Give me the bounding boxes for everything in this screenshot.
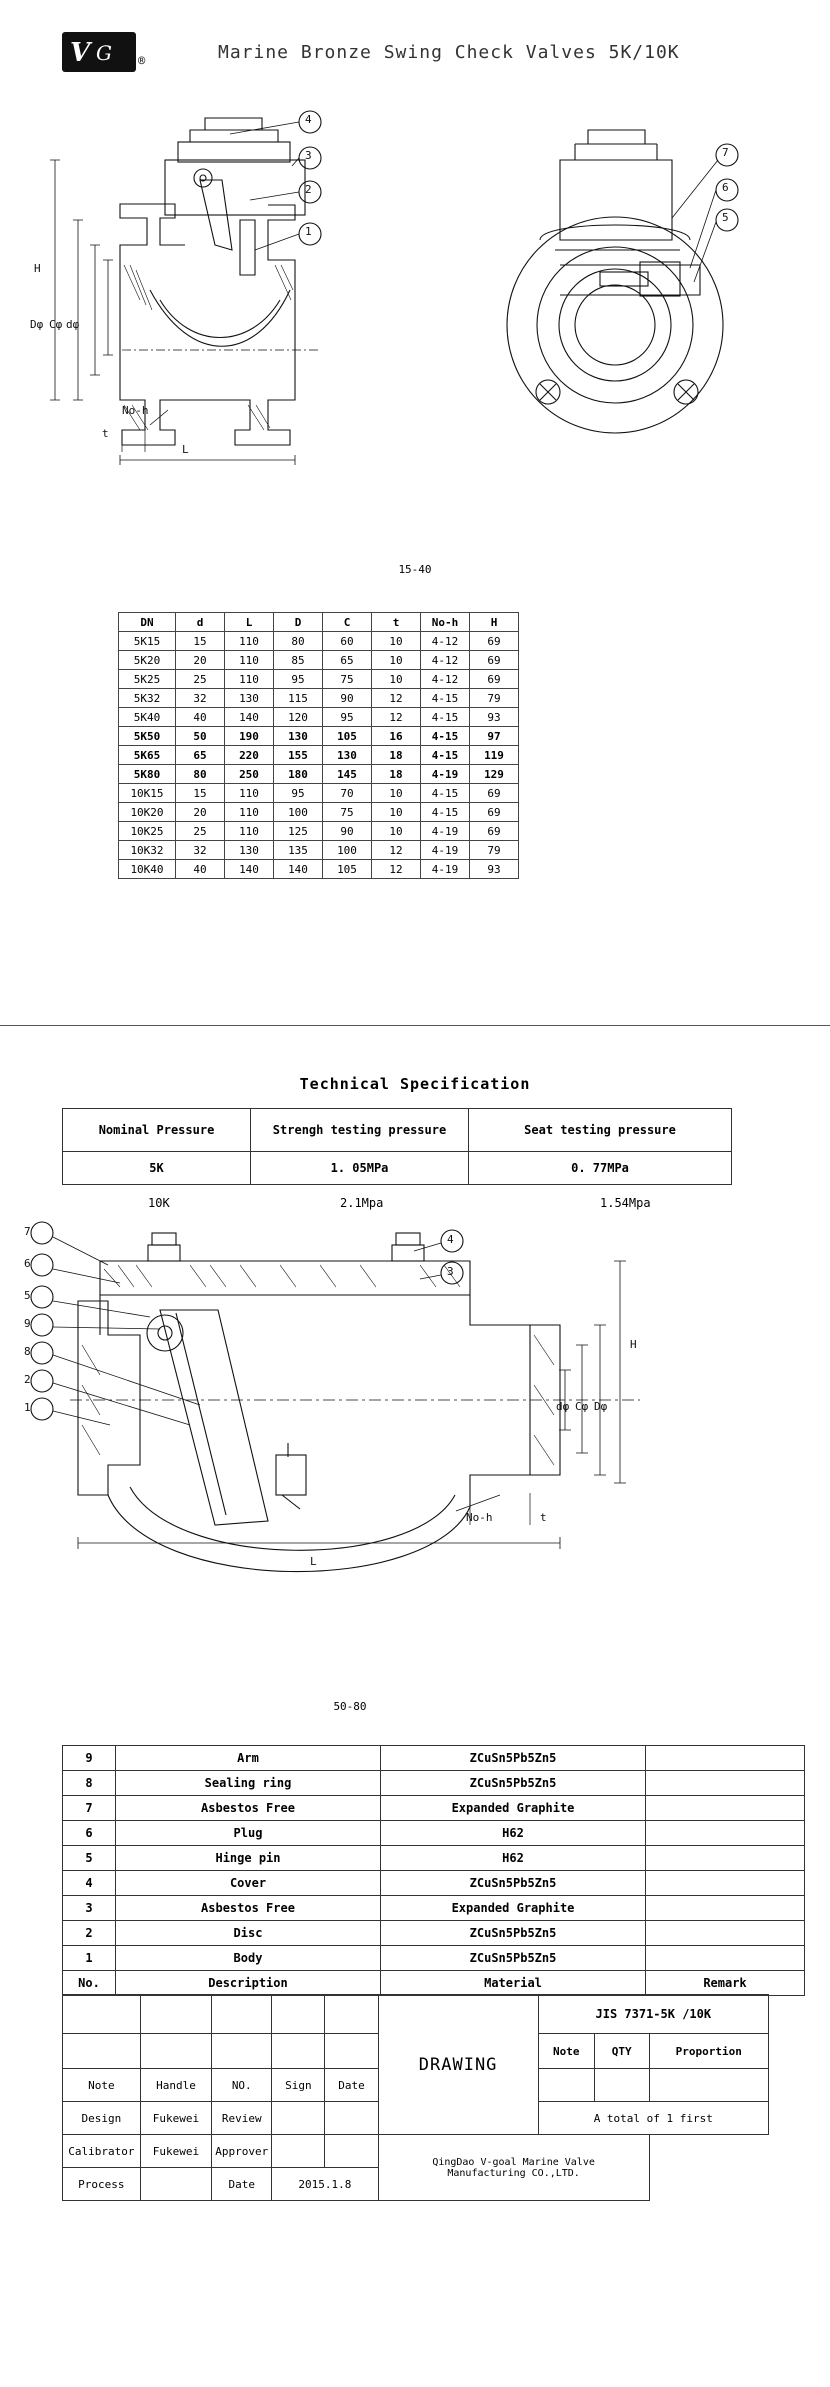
callout-3-bottom: 3 [447, 1265, 454, 1278]
cell: 10K25 [119, 822, 176, 841]
part-material: Expanded Graphite [381, 1896, 646, 1921]
cell: 12 [372, 689, 421, 708]
part-description: Plug [116, 1821, 381, 1846]
top-drawing [0, 100, 830, 580]
col-sign: Sign [272, 2069, 325, 2102]
table-row [63, 1946, 805, 1971]
parts-footer-no: No. [63, 1971, 116, 1996]
table-row [119, 822, 519, 841]
part-no: 7 [63, 1796, 116, 1821]
cell: 130 [274, 727, 323, 746]
cell: 10K20 [119, 803, 176, 822]
tb-blank-13 [649, 2069, 768, 2102]
table-row [63, 1796, 805, 1821]
drawing-label: DRAWING [378, 1995, 538, 2135]
cell: 85 [274, 651, 323, 670]
row-calibrator-date [325, 2135, 378, 2168]
cell: 80 [274, 632, 323, 651]
row-calibrator-role: Approver [212, 2135, 272, 2168]
bottom-drawing [0, 1225, 830, 1675]
tech-value-seat-5k: 0. 77MPa [469, 1152, 732, 1185]
cell: 110 [225, 670, 274, 689]
logo-letter-g: G [96, 41, 112, 65]
cell: 65 [176, 746, 225, 765]
callout-1-bottom: 1 [24, 1401, 31, 1414]
callout-4-top: 4 [305, 113, 312, 126]
cell: 190 [225, 727, 274, 746]
cell: 105 [323, 860, 372, 879]
part-no: 5 [63, 1846, 116, 1871]
callout-8-bottom: 8 [24, 1345, 31, 1358]
cell: 4-12 [421, 670, 470, 689]
cell: 79 [470, 841, 519, 860]
cell: 110 [225, 803, 274, 822]
technical-spec-table [62, 1108, 732, 1185]
cell: 40 [176, 860, 225, 879]
technical-spec-title: Technical Specification [299, 1075, 531, 1093]
col-date: Date [325, 2069, 378, 2102]
table-row [119, 651, 519, 670]
cell: 5K80 [119, 765, 176, 784]
label-t-top: t [102, 427, 109, 440]
cell: 110 [225, 822, 274, 841]
label-C-top: Cφ [49, 318, 63, 331]
row-design-name: Fukewei [140, 2102, 212, 2135]
table-row [63, 1821, 805, 1846]
cell: 15 [176, 632, 225, 651]
cell: 4-15 [421, 803, 470, 822]
dim-col-C: C [323, 613, 372, 632]
part-remark [646, 1771, 805, 1796]
cell: 5K40 [119, 708, 176, 727]
part-remark [646, 1896, 805, 1921]
part-no: 9 [63, 1746, 116, 1771]
callout-7-bottom: 7 [24, 1225, 31, 1238]
tb-blank-3 [212, 1995, 272, 2034]
cell: 90 [323, 689, 372, 708]
dim-col-noh: No-h [421, 613, 470, 632]
dim-col-H: H [470, 613, 519, 632]
tech-value-5k: 5K [63, 1152, 251, 1185]
cell: 4-15 [421, 727, 470, 746]
cell: 180 [274, 765, 323, 784]
part-remark [646, 1846, 805, 1871]
tb-blank-10 [325, 2034, 378, 2069]
row-design-label: Design [63, 2102, 141, 2135]
cell: 10 [372, 670, 421, 689]
cell: 145 [323, 765, 372, 784]
table-row [119, 784, 519, 803]
part-no: 1 [63, 1946, 116, 1971]
tech-value-strength-10k: 2.1Mpa [340, 1196, 384, 1210]
cell: 16 [372, 727, 421, 746]
tb-blank-1 [63, 1995, 141, 2034]
cell: 4-19 [421, 841, 470, 860]
col-handle: Handle [140, 2069, 212, 2102]
cell: 110 [225, 651, 274, 670]
title-block-table [62, 1994, 769, 2201]
row-design-sign [272, 2102, 325, 2135]
cell: 65 [323, 651, 372, 670]
cell: 69 [470, 803, 519, 822]
part-remark [646, 1796, 805, 1821]
table-row [63, 1109, 732, 1152]
cell: 5K50 [119, 727, 176, 746]
tech-header-nominal: Nominal Pressure [63, 1109, 251, 1152]
table-row [119, 860, 519, 879]
part-description: Asbestos Free [116, 1796, 381, 1821]
callout-5-bottom: 5 [24, 1289, 31, 1302]
cell: 129 [470, 765, 519, 784]
part-description: Sealing ring [116, 1771, 381, 1796]
cell: 60 [323, 632, 372, 651]
part-no: 4 [63, 1871, 116, 1896]
row-process-label: Process [63, 2168, 141, 2201]
cell: 115 [274, 689, 323, 708]
cell: 18 [372, 746, 421, 765]
cell: 110 [225, 632, 274, 651]
part-material: H62 [381, 1821, 646, 1846]
table-row [119, 632, 519, 651]
table-row [63, 1771, 805, 1796]
cell: 93 [470, 708, 519, 727]
row-process-role: Date [212, 2168, 272, 2201]
cell: 20 [176, 651, 225, 670]
tech-value-seat-10k: 1.54Mpa [600, 1196, 651, 1210]
cell: 18 [372, 765, 421, 784]
tb-blank-12 [594, 2069, 649, 2102]
table-row [119, 803, 519, 822]
callout-4-bottom: 4 [447, 1233, 454, 1246]
part-remark [646, 1746, 805, 1771]
cell: 95 [323, 708, 372, 727]
part-description: Asbestos Free [116, 1896, 381, 1921]
part-no: 6 [63, 1821, 116, 1846]
col-no: NO. [212, 2069, 272, 2102]
cell: 69 [470, 632, 519, 651]
section-divider [0, 1025, 830, 1026]
cell: 119 [470, 746, 519, 765]
part-material: Expanded Graphite [381, 1796, 646, 1821]
part-material: ZCuSn5Pb5Zn5 [381, 1921, 646, 1946]
tb-blank-11 [538, 2069, 594, 2102]
cell: 110 [225, 784, 274, 803]
cell: 10K40 [119, 860, 176, 879]
cell: 4-12 [421, 632, 470, 651]
table-row [63, 2135, 769, 2168]
part-description: Body [116, 1946, 381, 1971]
cell: 69 [470, 670, 519, 689]
label-noh-bottom: No-h [466, 1511, 493, 1524]
part-material: ZCuSn5Pb5Zn5 [381, 1946, 646, 1971]
row-calibrator-label: Calibrator [63, 2135, 141, 2168]
cell: 80 [176, 765, 225, 784]
cell: 32 [176, 841, 225, 860]
label-H-bottom: H [630, 1338, 637, 1351]
page-title: Marine Bronze Swing Check Valves 5K/10K [218, 42, 680, 63]
parts-footer-material: Material [381, 1971, 646, 1996]
cell: 4-19 [421, 822, 470, 841]
cell: 75 [323, 803, 372, 822]
label-d-bottom: dφ [556, 1400, 570, 1413]
cell: 50 [176, 727, 225, 746]
part-remark [646, 1821, 805, 1846]
part-description: Arm [116, 1746, 381, 1771]
cell: 120 [274, 708, 323, 727]
table-row [63, 1152, 732, 1185]
row-process-date: 2015.1.8 [272, 2168, 378, 2201]
cell: 4-15 [421, 784, 470, 803]
cell: 5K65 [119, 746, 176, 765]
part-material: H62 [381, 1846, 646, 1871]
cell: 10 [372, 803, 421, 822]
part-remark [646, 1946, 805, 1971]
part-description: Hinge pin [116, 1846, 381, 1871]
label-D-top: Dφ [30, 318, 44, 331]
cell: 140 [274, 860, 323, 879]
top-drawing-caption: 15-40 [398, 563, 432, 576]
page-header [0, 18, 830, 78]
part-no: 3 [63, 1896, 116, 1921]
parts-list-table [62, 1745, 805, 1996]
callout-5-top: 5 [722, 211, 729, 224]
label-H-top: H [34, 262, 41, 275]
bottom-drawing-caption: 50-80 [333, 1700, 367, 1713]
dim-col-d: d [176, 613, 225, 632]
cell: 130 [323, 746, 372, 765]
cell: 25 [176, 822, 225, 841]
table-row [63, 1921, 805, 1946]
callout-2-top: 2 [305, 183, 312, 196]
col-note: Note [63, 2069, 141, 2102]
tb-blank-7 [140, 2034, 212, 2069]
cell: 4-15 [421, 746, 470, 765]
table-row [119, 841, 519, 860]
callout-3-top: 3 [305, 149, 312, 162]
table-row [119, 765, 519, 784]
cell: 12 [372, 708, 421, 727]
callout-6-bottom: 6 [24, 1257, 31, 1270]
cell: 135 [274, 841, 323, 860]
tb-blank-2 [140, 1995, 212, 2034]
standard-label: JIS 7371-5K /10K [538, 1995, 768, 2034]
label-L-top: L [182, 443, 189, 456]
tech-header-seat: Seat testing pressure [469, 1109, 732, 1152]
row-design-role: Review [212, 2102, 272, 2135]
cell: 75 [323, 670, 372, 689]
company-line-1: QingDao V-goal Marine Valve [432, 2156, 595, 2168]
cell: 12 [372, 860, 421, 879]
cell: 130 [225, 689, 274, 708]
parts-footer-row [63, 1971, 805, 1996]
company-logo [62, 32, 158, 78]
callout-9-bottom: 9 [24, 1317, 31, 1330]
cell: 69 [470, 651, 519, 670]
company-line-2: Manufacturing CO.,LTD. [447, 2167, 580, 2179]
tb-blank-8 [212, 2034, 272, 2069]
cell: 10 [372, 822, 421, 841]
cell: 4-15 [421, 689, 470, 708]
callout-7-top: 7 [722, 146, 729, 159]
table-row [119, 746, 519, 765]
cell: 20 [176, 803, 225, 822]
cell: 130 [225, 841, 274, 860]
cell: 69 [470, 784, 519, 803]
table-row [119, 727, 519, 746]
table-row [63, 1746, 805, 1771]
cell: 93 [470, 860, 519, 879]
cell: 125 [274, 822, 323, 841]
cell: 100 [323, 841, 372, 860]
label-d-top: dφ [66, 318, 80, 331]
cell: 15 [176, 784, 225, 803]
tech-value-strength-5k: 1. 05MPa [251, 1152, 469, 1185]
tb-blank-9 [272, 2034, 325, 2069]
cell: 4-12 [421, 651, 470, 670]
dim-col-D: D [274, 613, 323, 632]
row-design-date [325, 2102, 378, 2135]
cell: 5K25 [119, 670, 176, 689]
label-L-bottom: L [310, 1555, 317, 1568]
cell: 4-19 [421, 765, 470, 784]
tech-value-10k: 10K [148, 1196, 170, 1210]
table-row [119, 708, 519, 727]
label-C-bottom: Cφ [575, 1400, 589, 1413]
cell: 69 [470, 822, 519, 841]
logo-letter-v: V [70, 38, 91, 68]
row-calibrator-sign [272, 2135, 325, 2168]
callout-6-top: 6 [722, 181, 729, 194]
cell: 40 [176, 708, 225, 727]
tb-blank-4 [272, 1995, 325, 2034]
cell: 10K15 [119, 784, 176, 803]
table-row [63, 1995, 769, 2034]
dim-col-t: t [372, 613, 421, 632]
part-material: ZCuSn5Pb5Zn5 [381, 1871, 646, 1896]
parts-footer-remark: Remark [646, 1971, 805, 1996]
cell: 97 [470, 727, 519, 746]
part-remark [646, 1871, 805, 1896]
cell: 5K15 [119, 632, 176, 651]
cell: 10K32 [119, 841, 176, 860]
table-row [63, 1846, 805, 1871]
cell: 155 [274, 746, 323, 765]
cell: 70 [323, 784, 372, 803]
logo-registered-icon: ® [138, 54, 146, 68]
cell: 10 [372, 784, 421, 803]
cell: 25 [176, 670, 225, 689]
row-calibrator-name: Fukewei [140, 2135, 212, 2168]
cell: 79 [470, 689, 519, 708]
cell: 4-15 [421, 708, 470, 727]
parts-footer-desc: Description [116, 1971, 381, 1996]
tech-header-strength: Strengh testing pressure [251, 1109, 469, 1152]
table-row [63, 1871, 805, 1896]
part-material: ZCuSn5Pb5Zn5 [381, 1746, 646, 1771]
label-t-bottom: t [540, 1511, 547, 1524]
callout-1-top: 1 [305, 225, 312, 238]
table-row [63, 1896, 805, 1921]
cell: 10 [372, 632, 421, 651]
total-label: A total of 1 first [538, 2102, 768, 2135]
mini-header-proportion: Proportion [649, 2034, 768, 2069]
cell: 140 [225, 708, 274, 727]
tb-blank-5 [325, 1995, 378, 2034]
cell: 250 [225, 765, 274, 784]
table-row [119, 670, 519, 689]
cell: 10 [372, 651, 421, 670]
title-block [62, 1994, 769, 2256]
cell: 100 [274, 803, 323, 822]
cell: 95 [274, 784, 323, 803]
cell: 220 [225, 746, 274, 765]
part-no: 2 [63, 1921, 116, 1946]
label-noh-top: No-h [122, 404, 149, 417]
cell: 32 [176, 689, 225, 708]
cell: 5K32 [119, 689, 176, 708]
part-description: Disc [116, 1921, 381, 1946]
cell: 140 [225, 860, 274, 879]
row-process-name [140, 2168, 212, 2201]
dim-col-DN: DN [119, 613, 176, 632]
dim-col-L: L [225, 613, 274, 632]
mini-header-qty: QTY [594, 2034, 649, 2069]
part-material: ZCuSn5Pb5Zn5 [381, 1771, 646, 1796]
cell: 95 [274, 670, 323, 689]
cell: 4-19 [421, 860, 470, 879]
company-cell [378, 2135, 649, 2201]
tb-blank-6 [63, 2034, 141, 2069]
callout-2-bottom: 2 [24, 1373, 31, 1386]
part-description: Cover [116, 1871, 381, 1896]
dimension-table-header-row [119, 613, 519, 632]
cell: 12 [372, 841, 421, 860]
dimension-table [118, 612, 519, 879]
table-row [119, 689, 519, 708]
cell: 5K20 [119, 651, 176, 670]
cell: 90 [323, 822, 372, 841]
mini-header-note: Note [538, 2034, 594, 2069]
cell: 105 [323, 727, 372, 746]
label-D-bottom: Dφ [594, 1400, 608, 1413]
part-remark [646, 1921, 805, 1946]
part-no: 8 [63, 1771, 116, 1796]
